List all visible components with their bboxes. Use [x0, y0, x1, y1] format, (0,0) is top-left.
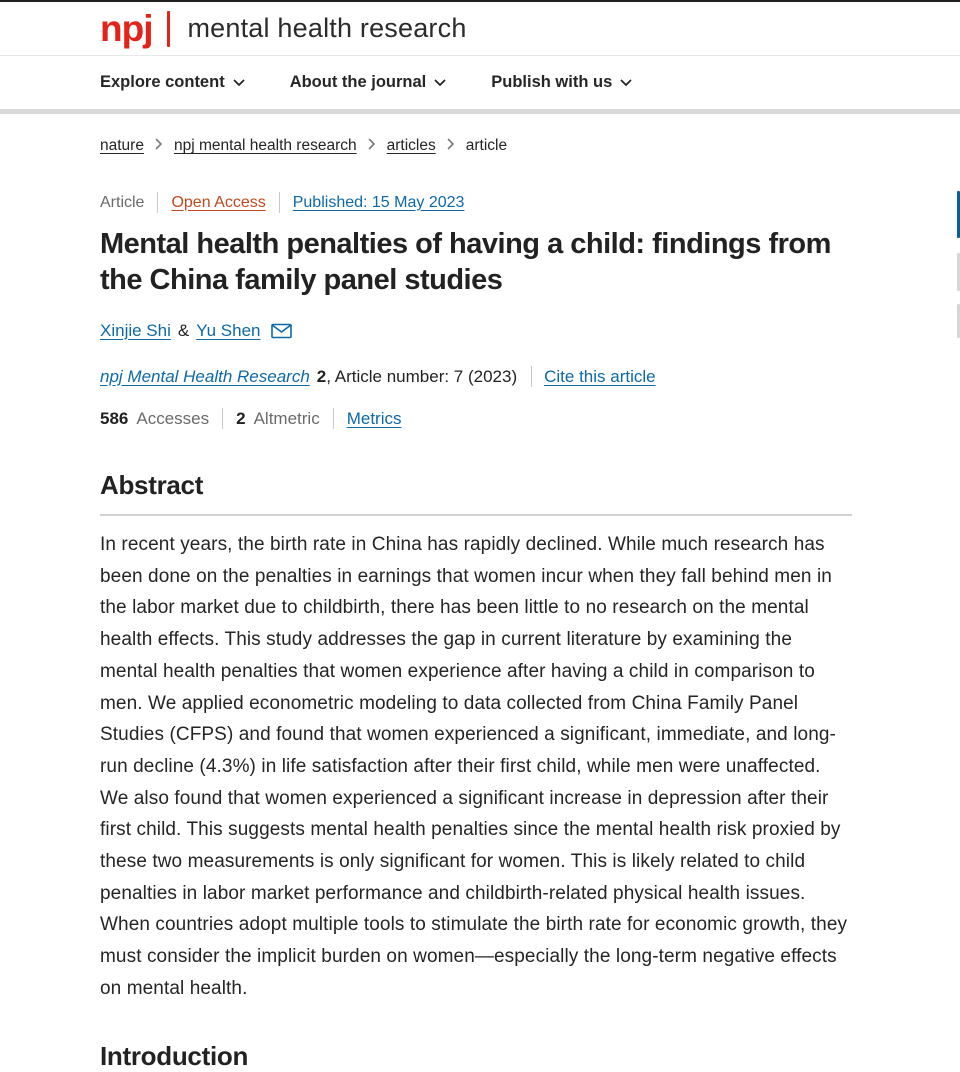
open-access-link[interactable]: Open Access [171, 193, 266, 211]
nav-item-label: About the journal [289, 73, 427, 91]
journal-name: mental health research [187, 13, 467, 43]
published-date-link[interactable]: Published: 15 May 2023 [292, 193, 465, 211]
abstract-heading: Abstract [100, 470, 204, 500]
envelope-icon[interactable] [271, 323, 292, 339]
article-type-label: Article [100, 193, 145, 211]
altmetric-label: Altmetric [253, 408, 320, 428]
section-divider [100, 514, 852, 516]
nav-item-label: Explore content [100, 73, 225, 91]
chevron-right-icon [155, 137, 163, 155]
chevron-down-icon [233, 73, 245, 92]
volume-number: 2 [316, 366, 327, 386]
journal-logo[interactable] [100, 10, 467, 47]
accesses-count: 586 [100, 408, 129, 428]
divider [279, 192, 280, 213]
accesses-label: Accesses [136, 408, 210, 428]
main-nav [0, 56, 960, 109]
divider [531, 366, 532, 387]
metrics-row [100, 408, 852, 429]
author-link-xinjie-shi[interactable]: Xinjie Shi [100, 321, 171, 340]
breadcrumb-nature[interactable]: nature [100, 137, 144, 154]
nav-about-journal[interactable] [290, 73, 447, 92]
altmetric-count: 2 [236, 408, 246, 428]
metrics-link[interactable]: Metrics [346, 408, 402, 428]
site-header [0, 2, 960, 56]
nav-publish-with-us[interactable] [491, 73, 632, 92]
nav-explore-content[interactable] [100, 73, 245, 92]
nav-item-label: Publish with us [491, 73, 613, 91]
cite-this-article-link[interactable]: Cite this article [544, 366, 656, 386]
breadcrumb-journal[interactable]: npj mental health research [173, 137, 357, 154]
citation-suffix: , Article number: 7 (2023) [326, 366, 518, 386]
breadcrumb-articles[interactable]: articles [386, 137, 436, 154]
breadcrumb [100, 137, 852, 155]
article-page [100, 137, 852, 1072]
article-title: Mental health penalties of having a child: findings from the China family panel studies [100, 228, 831, 296]
introduction-section [100, 1041, 852, 1072]
journal-link[interactable]: npj Mental Health Research [100, 366, 310, 386]
logo-divider [167, 11, 170, 47]
chevron-down-icon [434, 73, 446, 92]
author-separator: & [177, 321, 190, 340]
chevron-right-icon [368, 137, 376, 155]
abstract-section [100, 470, 852, 1005]
article-meta [100, 192, 852, 213]
divider [333, 408, 334, 429]
chevron-right-icon [447, 137, 455, 155]
author-link-yu-shen[interactable]: Yu Shen [196, 321, 261, 340]
introduction-heading: Introduction [100, 1040, 249, 1071]
divider [157, 192, 158, 213]
chevron-down-icon [620, 73, 632, 92]
authors-row [100, 321, 852, 341]
breadcrumb-current: article [465, 137, 508, 154]
divider [222, 408, 223, 429]
abstract-text: In recent years, the birth rate in China has rapidly declined. While much research has been done on the penalties in earnings that women incur when they fall behind men in the labor market due to childbirth, there has been little to no research on the mental health effects. This study addresses the gap in current literature by examining the mental health penalties that women experience after having a child in comparison to men. We applied econometric modeling to data collected from China Family Panel Studies (CFPS) and found that women experienced a significant, immediate, and long-run decline (4.3%) in life satisfaction after their first child, while men were unaffected. We also found that women experienced a significant increase in depression after their first child. This suggests mental health penalties since the mental health risk proxied by these two measurements is only significant for women. This is likely related to child penalties in labor market performance and childbirth-related physical health issues. When countries adopt multiple tools to stimulate the birth rate for economic growth, they must consider the implicit burden on women—especially the long-term negative effects on mental health. [100, 534, 848, 999]
nav-bottom-divider [0, 109, 960, 114]
citation-row [100, 366, 852, 387]
npj-logo-text: npj [100, 8, 153, 49]
